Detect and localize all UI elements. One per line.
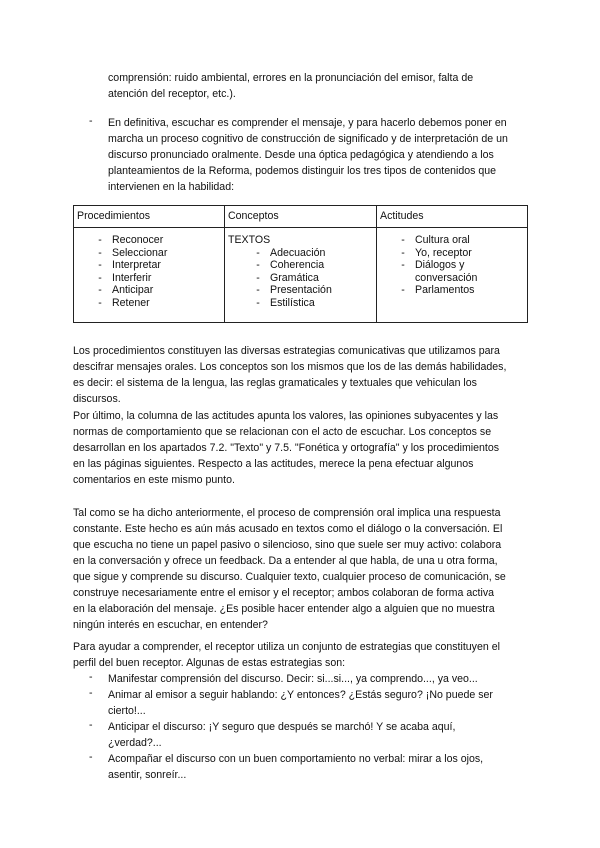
text-line: Para ayudar a comprender, el receptor utiliza un conjunto de estrategias que constituyen el bbox=[73, 641, 500, 653]
contents-table bbox=[73, 205, 528, 323]
list-item-text: Adecuación bbox=[270, 246, 326, 259]
text-line: marcha un proceso cognitivo de construcción de significado y de interpretación de un bbox=[108, 133, 508, 145]
list-item bbox=[88, 247, 221, 260]
list-item-text: Interpretar bbox=[112, 259, 161, 272]
header-procedimientos: Procedimientos bbox=[74, 206, 225, 228]
list-item-text: Presentación bbox=[270, 284, 332, 297]
list-item bbox=[391, 272, 524, 285]
list-item-text: Reconocer bbox=[112, 234, 164, 246]
dash-bullet: - bbox=[89, 687, 93, 699]
dash-bullet: - bbox=[89, 751, 93, 763]
text-line: intervienen en la habilidad: bbox=[108, 181, 235, 193]
text-line: en la conversación y ofrece un feedback. Da a entender al que habla, de una u otra forma, bbox=[73, 555, 498, 567]
intro-text bbox=[108, 70, 578, 102]
text-line: discursos. bbox=[73, 393, 121, 405]
list-item-text: Retener bbox=[112, 296, 150, 309]
text-line: Anticipar el discurso: ¡Y seguro que después se marchó! Y se acaba aquí, bbox=[108, 721, 456, 733]
list-item-text: Interferir bbox=[112, 271, 152, 284]
list-item-text: Parlamentos bbox=[415, 284, 475, 297]
text-line: comentarios en este mismo punto. bbox=[73, 474, 235, 486]
header-actitudes: Actitudes bbox=[377, 206, 528, 228]
text-line: Acompañar el discurso con un buen comportamiento no verbal: mirar a los ojos, bbox=[108, 753, 484, 765]
procedimientos-cell bbox=[74, 228, 225, 323]
text-line: desarrollan en los apartados 7.2. "Texto" y 7.5. "Fonética y ortografía" y los procedimientos bbox=[73, 442, 500, 454]
dash-bullet: - bbox=[401, 259, 405, 272]
conceptos-cell bbox=[225, 228, 377, 323]
bullet-intro bbox=[89, 115, 578, 195]
text-line: asentir, sonreír... bbox=[108, 769, 187, 781]
text-line: construye necesariamente entre el emisor y el receptor; ambos colaboran de forma activa bbox=[73, 587, 495, 599]
list-item bbox=[391, 247, 524, 260]
dash-bullet: - bbox=[401, 284, 405, 297]
list-item bbox=[246, 272, 373, 285]
text-line: normas de comportamiento que se relacionan con el acto de escuchar. Los conceptos se bbox=[73, 426, 492, 438]
dash-bullet: - bbox=[98, 296, 102, 309]
dash-bullet: - bbox=[89, 115, 93, 127]
list-item-text: Seleccionar bbox=[112, 246, 168, 259]
dash-bullet: - bbox=[256, 271, 260, 284]
text-line: Animar al emisor a seguir hablando: ¿Y entonces? ¿Estás seguro? ¡No puede ser bbox=[108, 689, 493, 701]
list-item bbox=[391, 259, 524, 272]
dash-bullet: - bbox=[256, 296, 260, 309]
list-item-text: conversación bbox=[415, 271, 478, 284]
header-conceptos: Conceptos bbox=[225, 206, 377, 228]
list-item bbox=[246, 297, 373, 310]
text-line: es decir: el sistema de la lengua, las reglas gramaticales y textuales que vehiculan los bbox=[73, 377, 477, 389]
list-item bbox=[391, 284, 524, 297]
dash-bullet: - bbox=[401, 234, 405, 246]
dash-bullet: - bbox=[89, 671, 93, 683]
text-line: planteamientos de la Reforma, podemos distinguir los tres tipos de contenidos que bbox=[108, 165, 497, 177]
paragraph bbox=[73, 639, 543, 671]
text-line: comprensión: ruido ambiental, errores en la pronunciación del emisor, falta de bbox=[108, 72, 474, 84]
dash-bullet: - bbox=[98, 284, 102, 297]
strategy-item bbox=[89, 751, 578, 783]
dash-bullet: - bbox=[98, 234, 102, 246]
text-line: atención del receptor, etc.). bbox=[108, 88, 236, 100]
list-item-text: Coherencia bbox=[270, 259, 325, 272]
dash-bullet: - bbox=[98, 271, 102, 284]
text-line: discurso pronunciado oralmente. Desde una óptica pedagógica y atendiendo a los bbox=[108, 149, 494, 161]
dash-bullet: - bbox=[256, 246, 260, 259]
text-line: perfil del buen receptor. Algunas de estas estrategias son: bbox=[73, 657, 346, 669]
strategy-item bbox=[89, 671, 578, 687]
paragraph bbox=[73, 505, 543, 633]
list-item bbox=[246, 284, 373, 297]
strategy-item bbox=[89, 687, 578, 719]
list-item bbox=[391, 234, 524, 247]
strategy-item bbox=[89, 719, 578, 751]
list-item bbox=[88, 297, 221, 310]
text-line: Por último, la columna de las actitudes apunta los valores, las opiniones subyacentes y las bbox=[73, 410, 499, 422]
paragraph bbox=[73, 408, 543, 488]
text-line: ningún interés en escuchar, en entender? bbox=[73, 619, 268, 631]
text-line: Tal como se ha dicho anteriormente, el proceso de comprensión oral implica una respuesta bbox=[73, 507, 501, 519]
dash-bullet: - bbox=[401, 246, 405, 259]
list-item-text: Gramática bbox=[270, 271, 319, 284]
list-item bbox=[88, 259, 221, 272]
text-line: En definitiva, escuchar es comprender el mensaje, y para hacerlo debemos poner en bbox=[108, 117, 507, 129]
list-item-text: Diálogos y bbox=[415, 259, 465, 272]
text-line: en las páginas siguientes. Respecto a las actitudes, merece la pena efectuar algunos bbox=[73, 458, 474, 470]
list-item bbox=[88, 272, 221, 285]
list-item-text: Anticipar bbox=[112, 284, 154, 297]
text-line: constante. Este hecho es aún más acusado en textos como el diálogo o la conversación. El bbox=[73, 523, 503, 535]
text-line: cierto!... bbox=[108, 705, 146, 717]
conceptos-title: TEXTOS bbox=[228, 234, 271, 246]
list-item-text: Yo, receptor bbox=[415, 246, 472, 259]
text-line: que sigue y comprende su discurso. Cualquier texto, cualquier proceso de comunicación, se bbox=[73, 571, 506, 583]
list-item bbox=[88, 234, 221, 247]
text-line: Los procedimientos constituyen las diversas estrategias comunicativas que utilizamos para bbox=[73, 345, 500, 357]
actitudes-cell bbox=[377, 228, 528, 323]
text-line: que escucha no tiene un papel pasivo o silencioso, sino que suele ser muy activo: colabora bbox=[73, 539, 502, 551]
paragraph bbox=[73, 343, 543, 407]
dash-bullet: - bbox=[256, 284, 260, 297]
dash-bullet: - bbox=[256, 259, 260, 272]
text-line: descifrar mensajes orales. Los conceptos son los mismos que los de las demás habilidades, bbox=[73, 361, 507, 373]
dash-bullet: - bbox=[98, 259, 102, 272]
list-item-text: Estilística bbox=[270, 296, 315, 309]
dash-bullet: - bbox=[98, 246, 102, 259]
list-item bbox=[88, 284, 221, 297]
list-item-text: Cultura oral bbox=[415, 234, 470, 246]
text-line: ¿verdad?... bbox=[108, 737, 162, 749]
strategies-list bbox=[89, 671, 578, 783]
dash-bullet: - bbox=[89, 719, 93, 731]
list-item bbox=[246, 259, 373, 272]
list-item bbox=[246, 247, 373, 260]
text-line: Manifestar comprensión del discurso. Decir: si...si..., ya comprendo..., ya veo... bbox=[108, 673, 478, 685]
text-line: en la elaboración del mensaje. ¿Es posible hacer entender algo a alguien que no muestra bbox=[73, 603, 495, 615]
